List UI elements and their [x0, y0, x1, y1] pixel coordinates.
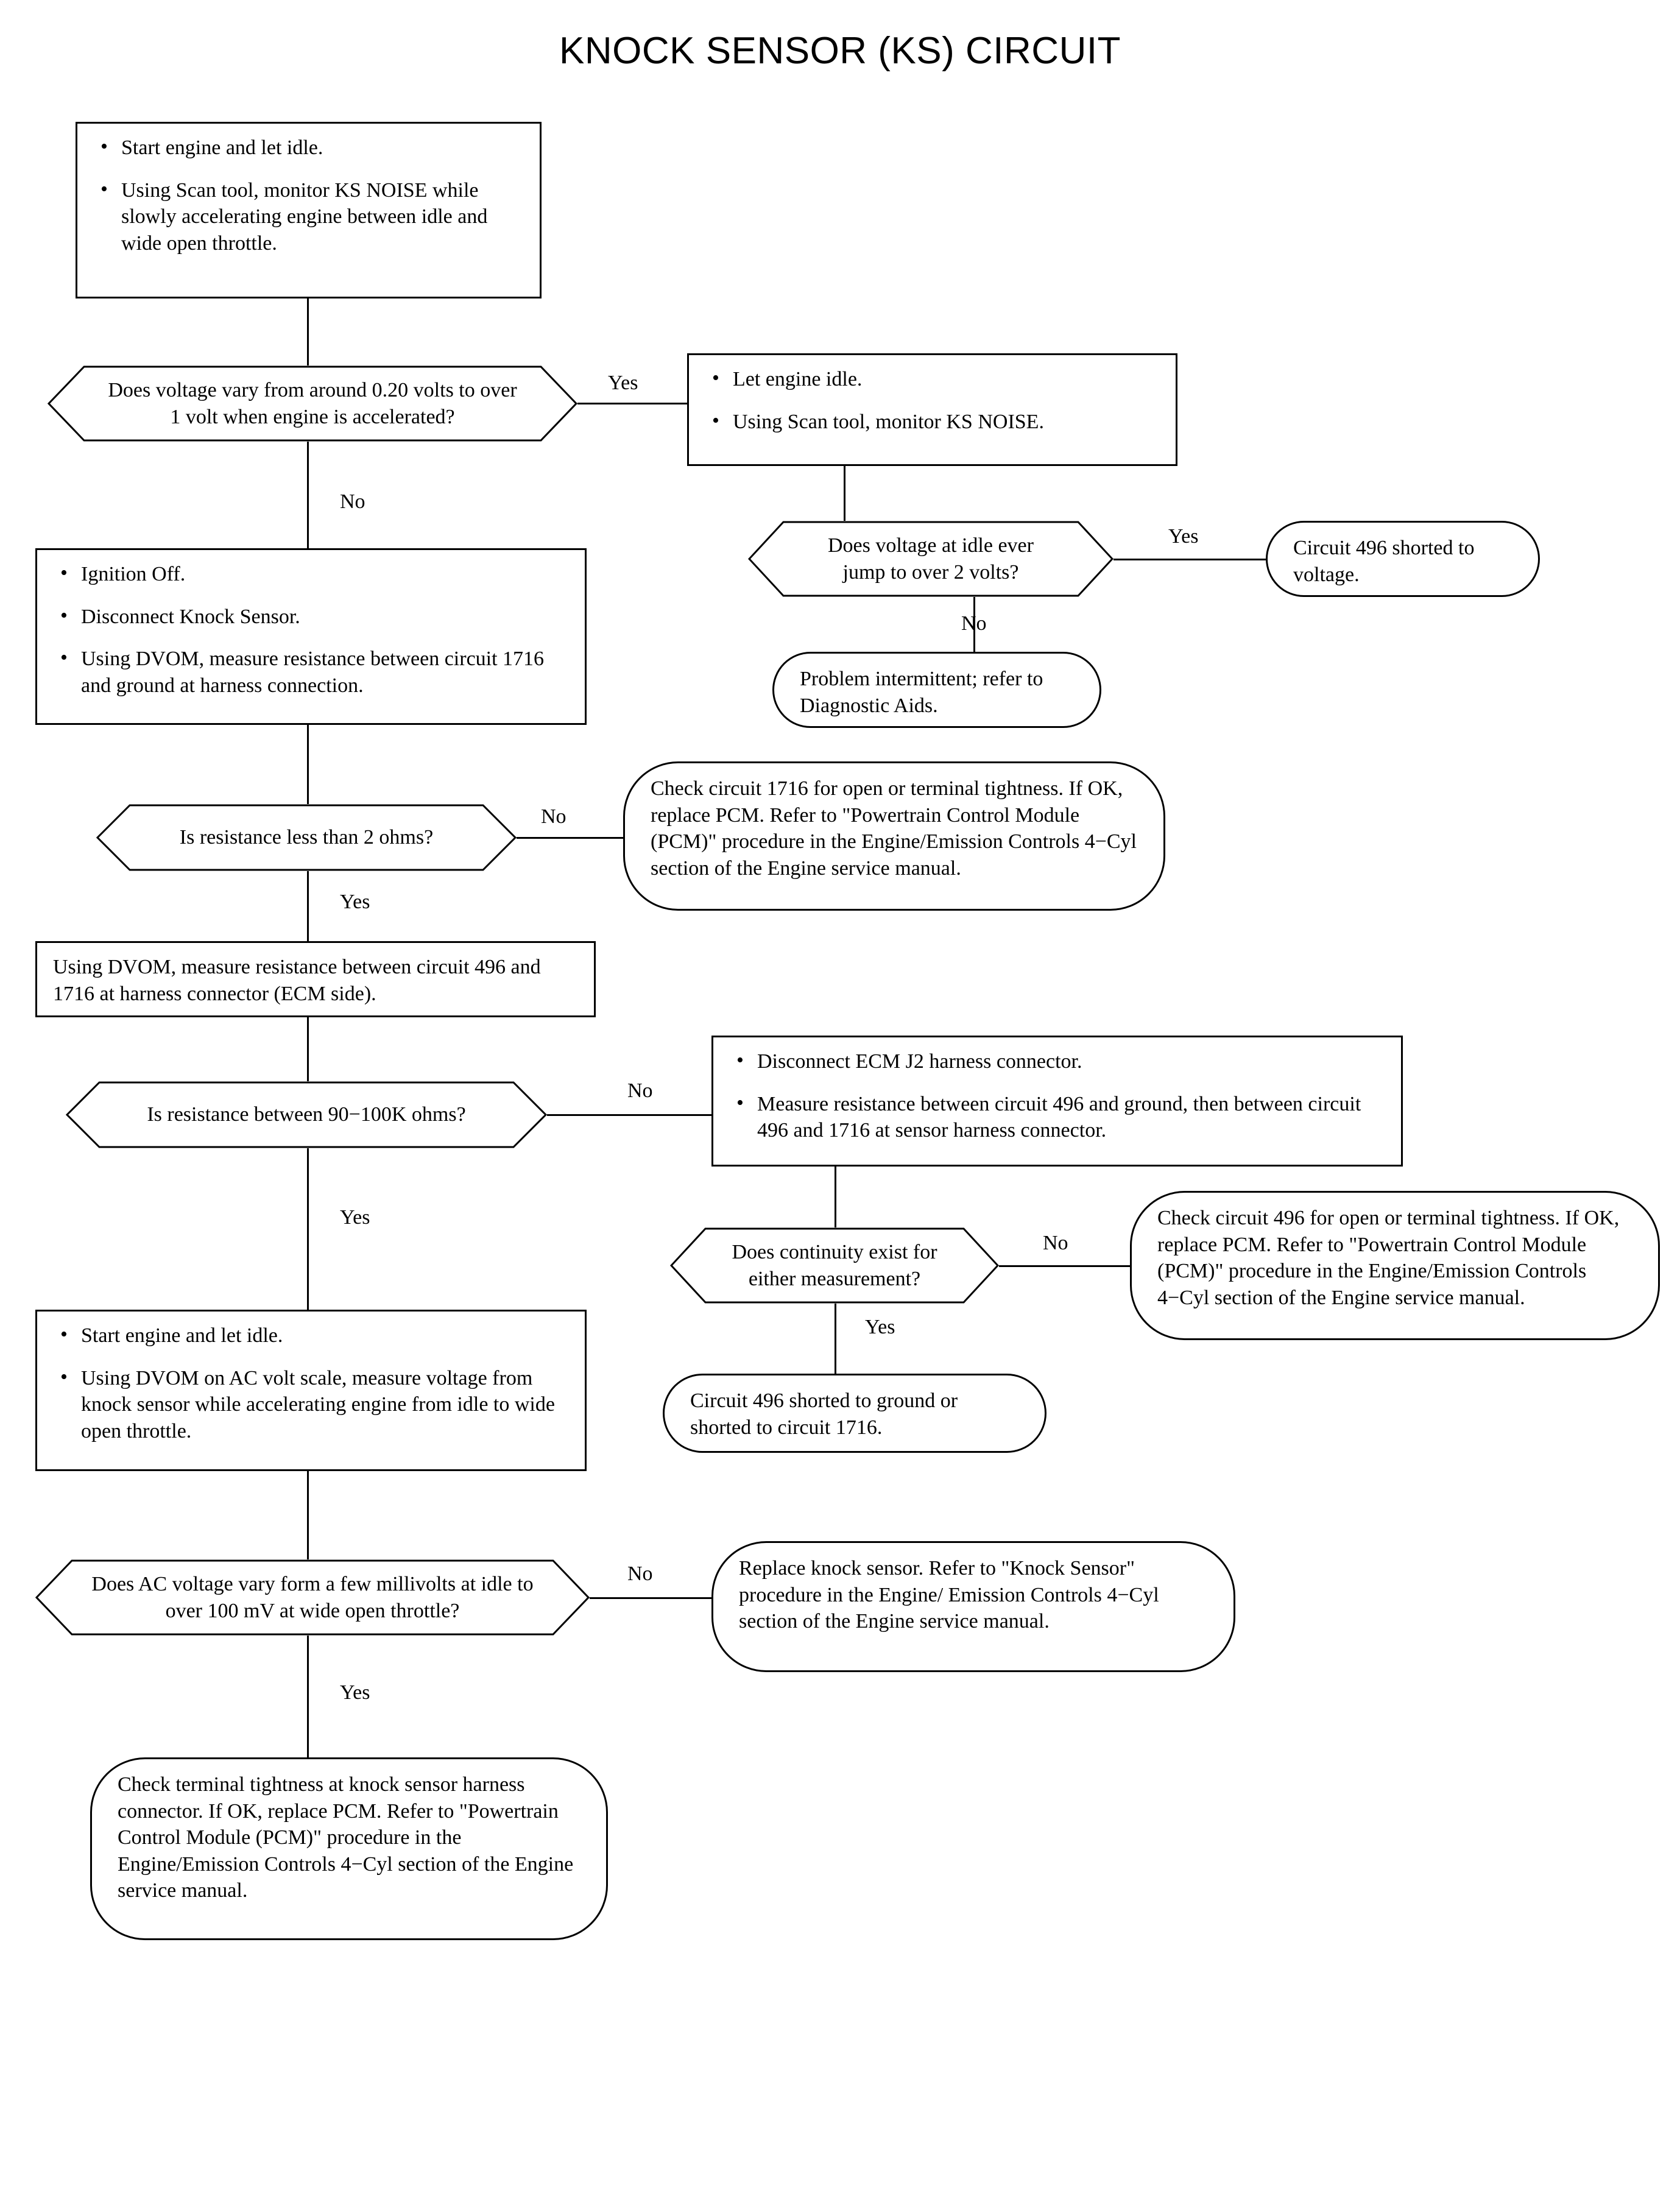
node-let-engine-idle — [687, 353, 1177, 466]
edge-d6-yes — [307, 1636, 309, 1757]
decision-ac-voltage-label: Does AC voltage vary form a few millivolts at idle to over 100 mV at wide open throttle? — [91, 1572, 534, 1622]
node-disconnect-ecm-j2 — [711, 1036, 1403, 1167]
edge-label-d4-yes: Yes — [340, 1206, 370, 1229]
check-496-text: Check circuit 496 for open or terminal tightness. If OK, replace PCM. Refer to "Powertrain Control Module (PCM)" procedure in the Engine/Emission Controls 4−Cyl section of the Engine service manual. — [1157, 1207, 1620, 1309]
decision-voltage-vary-label: Does voltage vary from around 0.20 volts to over 1 volt when engine is accelerated? — [108, 378, 517, 428]
node-replace-knock-sensor — [711, 1541, 1235, 1672]
edge-d3-no — [517, 837, 623, 839]
ign-off-item-3: • Using DVOM, measure resistance between circuit 1716 and ground at harness connection. — [81, 646, 569, 699]
page-title: KNOCK SENSOR (KS) CIRCUIT — [559, 30, 1121, 72]
edge-label-d1-yes: Yes — [608, 372, 638, 394]
start-item-2: • Using Scan tool, monitor KS NOISE while slowly accelerating engine between idle and wide open throttle. — [121, 177, 524, 257]
edge-d1-yes — [577, 403, 687, 404]
edge-d4-yes — [307, 1148, 309, 1310]
check-1716-text: Check circuit 1716 for open or terminal tightness. If OK, replace PCM. Refer to "Powertrain Control Module (PCM)" procedure in the Engine/Emission Controls 4−Cyl section of the Engine service manual. — [651, 777, 1137, 880]
edge-label-d6-no: No — [627, 1562, 653, 1585]
shorted-ground-text: Circuit 496 shorted to ground or shorted to circuit 1716. — [690, 1389, 958, 1439]
node-decision-resistance-2ohms — [96, 804, 517, 871]
node-decision-resistance-90-100k — [66, 1081, 547, 1148]
edge-meas496-to-d4 — [307, 1017, 309, 1087]
idle-item-1: • Let engine idle. — [733, 366, 1160, 393]
edge-label-d5-yes: Yes — [865, 1316, 895, 1338]
replace-ks-text: Replace knock sensor. Refer to "Knock Sensor" procedure in the Engine/ Emission Controls 4−Cyl section of the Engine service manual. — [739, 1557, 1159, 1633]
edge-label-d4-no: No — [627, 1079, 653, 1102]
edge-start-to-d1 — [307, 298, 309, 375]
decision-voltage-idle-jump-label: Does voltage at idle ever jump to over 2 volts? — [828, 534, 1034, 584]
intermittent-text: Problem intermittent; refer to Diagnostic Aids. — [800, 668, 1043, 717]
edge-label-d2-yes: Yes — [1168, 525, 1199, 548]
edge-d1-no — [307, 442, 309, 548]
node-decision-voltage-idle-jump — [748, 521, 1114, 597]
node-decision-continuity — [670, 1227, 999, 1304]
node-circuit-496-shorted-ground — [663, 1374, 1046, 1453]
edge-d3-yes — [307, 871, 309, 941]
edge-label-d6-yes: Yes — [340, 1681, 370, 1704]
node-measure-496 — [35, 941, 596, 1017]
edge-d5-no — [999, 1265, 1130, 1267]
node-check-circuit-1716 — [623, 761, 1165, 911]
edge-d5-yes — [835, 1304, 836, 1374]
node-circuit-496-shorted-voltage — [1266, 521, 1540, 597]
measure-496-text: Using DVOM, measure resistance between circuit 496 and 1716 at harness connector (ECM side). — [53, 956, 541, 1005]
edge-d4-no — [547, 1114, 711, 1116]
disc-j2-item-2: • Measure resistance between circuit 496 and ground, then between circuit 496 and 1716 at sensor harness connector. — [757, 1091, 1385, 1144]
ac-measure-item-1: • Start engine and let idle. — [81, 1322, 569, 1349]
node-ignition-off — [35, 548, 587, 725]
node-decision-voltage-vary — [48, 365, 577, 442]
edge-d2-yes — [1114, 559, 1266, 560]
edge-label-d3-yes: Yes — [340, 891, 370, 913]
start-item-1: • Start engine and let idle. — [121, 135, 524, 161]
edge-label-d5-no: No — [1043, 1232, 1068, 1254]
decision-resistance-2ohms-label: Is resistance less than 2 ohms? — [179, 826, 434, 849]
check-terminal-text: Check terminal tightness at knock sensor harness connector. If OK, replace PCM. Refer to "Powertrain Control Module (PCM)" procedure in the Engine/Emission Controls 4−Cyl section of the Engine service manual. — [118, 1773, 574, 1902]
node-decision-ac-voltage — [35, 1559, 590, 1636]
edge-idle-to-d2 — [844, 466, 845, 527]
edge-discj2-to-d5 — [835, 1167, 836, 1234]
ign-off-item-1: • Ignition Off. — [81, 561, 569, 588]
disc-j2-item-1: • Disconnect ECM J2 harness connector. — [757, 1048, 1385, 1075]
node-start — [76, 122, 542, 298]
node-check-circuit-496 — [1130, 1191, 1660, 1340]
edge-label-d3-no: No — [541, 805, 566, 828]
decision-resistance-90-100k-label: Is resistance between 90−100K ohms? — [147, 1103, 466, 1126]
edge-d6-no — [590, 1597, 711, 1599]
ign-off-item-2: • Disconnect Knock Sensor. — [81, 604, 569, 630]
ac-measure-item-2: • Using DVOM on AC volt scale, measure voltage from knock sensor while accelerating engine from idle to wide open throttle. — [81, 1365, 569, 1445]
node-check-terminal-tightness — [90, 1757, 608, 1940]
decision-continuity-label: Does continuity exist for either measurement? — [732, 1240, 937, 1290]
edge-label-d2-no: No — [961, 612, 987, 635]
node-problem-intermittent — [772, 652, 1101, 728]
node-ac-measure — [35, 1310, 587, 1471]
shorted-voltage-text: Circuit 496 shorted to voltage. — [1293, 537, 1475, 586]
edge-label-d1-no: No — [340, 490, 365, 513]
edge-ignoff-to-d3 — [307, 725, 309, 810]
idle-item-2: • Using Scan tool, monitor KS NOISE. — [733, 409, 1160, 436]
